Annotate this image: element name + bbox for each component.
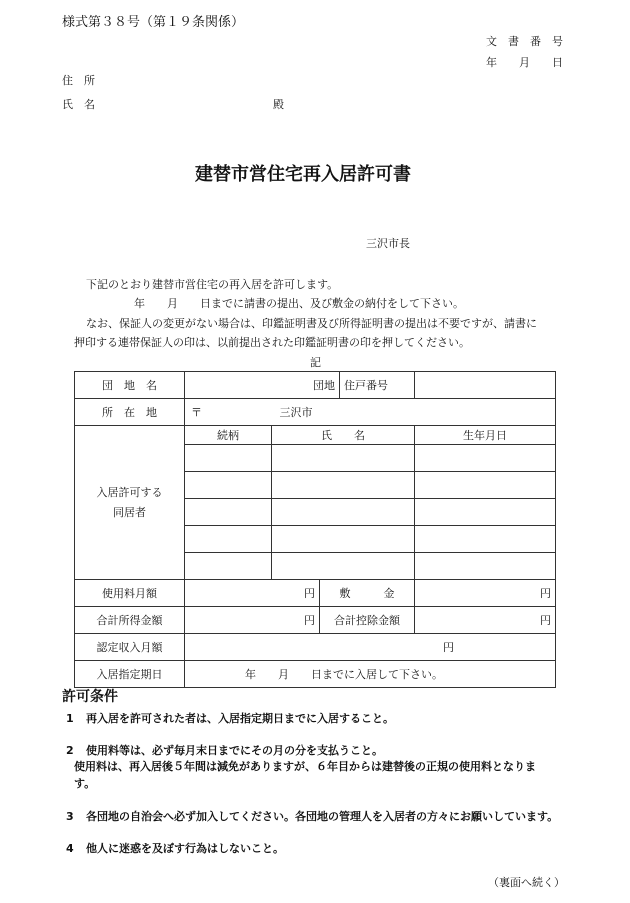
name-label: 氏 名 [62,98,95,111]
condition-text: 他人に迷惑を及ぼす行為はしないこと。 [86,842,284,855]
conditions-heading: 許可条件 [62,689,118,705]
location-value [185,399,556,426]
room-label: 住戸番号 [340,372,415,399]
ki-mark: 記 [310,356,321,369]
cell [272,553,415,580]
cell [185,553,272,580]
condition-number: 1 [66,712,74,725]
body-line-4: 押印する連帯保証人の印は、以前提出された印鑑証明書の印を押してください。 [74,336,470,349]
city: 三沢市 [279,406,313,419]
cell [185,526,272,553]
income-label: 合計所得金額 [75,607,185,634]
cell [415,445,556,472]
deduction-yen: 円 [415,607,556,634]
danchi-label: 団 地 名 [75,372,185,399]
cell [272,526,415,553]
condition-number: 2 [66,744,74,757]
body-line-2: 年 月 日までに請書の提出、及び敷金の納付をして下さい。 [134,297,464,310]
form-number: 様式第３８号（第１９条関係） [62,15,245,30]
cell [415,553,556,580]
cell [185,499,272,526]
cell [272,472,415,499]
danchi-suffix: 団地 [185,372,340,399]
cell [272,445,415,472]
condition-text: 再入居を許可された者は、入居指定期日までに入居すること。 [86,712,394,725]
condition-text: 各団地の自治会へ必ず加入してください。各団地の管理人を入居者の方々にお願いしています。 [86,810,559,823]
body-line-1: 下記のとおり建替市営住宅の再入居を許可します。 [86,278,339,291]
condition-text: 使用料等は、必ず毎月末日までにその月の分を支払うこと。 [86,744,383,757]
issuer: 三沢市長 [366,237,410,250]
cell [415,526,556,553]
condition-item-1 [66,710,394,726]
move-in-label: 入居指定期日 [75,661,185,688]
body-line-3: なお、保証人の変更がない場合は、印鑑証明書及び所得証明書の提出は不要ですが、請書に [86,317,537,330]
condition-item-3 [66,808,558,824]
certified-income-label: 認定収入月額 [75,634,185,661]
move-in-text: 年 月 日までに入居して下さい。 [185,661,556,688]
honorific: 殿 [273,98,284,111]
issue-date: 年 月 日 [486,56,563,69]
cell [185,445,272,472]
document-title: 建替市営住宅再入居許可書 [195,164,411,185]
cell [415,499,556,526]
condition-item-4 [66,840,284,856]
income-yen: 円 [185,607,320,634]
rent-label: 使用料月額 [75,580,185,607]
cohabitant-label [75,426,185,580]
condition-text: 使用料は、再入居後５年間は減免がありますが、６年目からは建替後の正規の使用料となりま [74,760,536,773]
cohabitant-label-2: 同居者 [113,505,146,519]
condition-item-2-note [74,758,536,774]
permit-table [74,371,556,688]
cell [415,472,556,499]
continued-note: （裏面へ続く） [488,876,565,889]
address-label: 住 所 [62,74,95,87]
room-value [415,372,556,399]
cohabitant-label-1: 入居許可する [96,485,163,499]
document-number: 文 書 番 号 [486,35,563,48]
postal-mark: 〒 [191,406,202,419]
cell [272,499,415,526]
cell [185,472,272,499]
condition-number: 3 [66,810,74,823]
rent-yen: 円 [185,580,320,607]
deposit-yen: 円 [415,580,556,607]
col-relation: 続柄 [185,426,272,445]
deposit-label: 敷 金 [320,580,415,607]
location-label: 所 在 地 [75,399,185,426]
condition-text: す。 [74,777,96,790]
col-birth: 生年月日 [415,426,556,445]
deduction-label: 合計控除金額 [320,607,415,634]
condition-item-2-note-end [74,775,95,791]
certified-income-yen: 円 [185,634,556,661]
condition-number: 4 [66,842,74,855]
col-name: 氏 名 [272,426,415,445]
condition-item-2 [66,742,383,758]
